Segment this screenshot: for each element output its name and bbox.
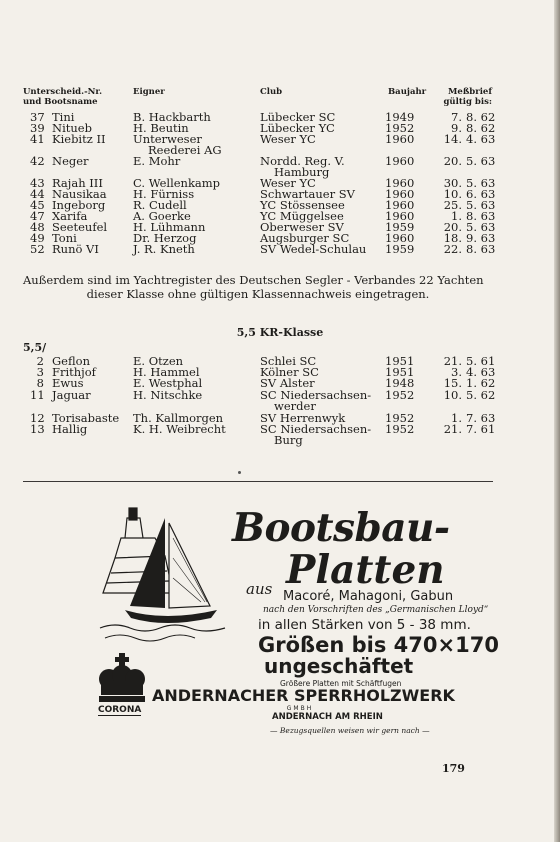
certificate-month-year: 6. 63 [466,187,496,201]
note-line-2: dieser Klasse ohne gültigen Klassennachweis eingetragen. [86,287,430,301]
owner-name: H. Lühmann [133,220,206,234]
club-name: SC Niedersachsen- [260,387,372,402]
build-year: 1952 [385,121,415,135]
club-name: Augsburger SC [260,231,350,245]
certificate-day: 30. [443,176,462,190]
ad-title-line-2: Platten [286,547,445,593]
boat-number: 2 [36,354,44,368]
certificate-day: 21. [443,354,462,368]
owner-name: E. Mohr [133,154,181,168]
boat-number: 12 [30,410,45,425]
ad-title-line-1: Bootsbau- [232,505,450,551]
corona-crown-logo [95,653,149,703]
certificate-month-year: 5. 61 [466,354,496,368]
header-club: Club [260,87,283,97]
table-row [0,243,560,255]
boat-name: Neger [52,154,89,168]
owner-name: Unterweser [133,132,202,146]
club-name-line-2: Hamburg [274,165,330,179]
build-year: 1951 [385,365,415,380]
ad-regulations: nach den Vorschriften des „Germanischen Lloyd“ [263,605,489,615]
boat-number: 44 [30,187,45,201]
certificate-day: 3. [451,365,462,380]
boat-name: Frithjof [52,365,96,380]
build-year: 1952 [385,387,415,402]
club-name: Schwartauer SV [260,187,355,201]
owner-name: R. Cudell [133,198,187,212]
owner-name: C. Wellenkamp [133,176,221,190]
certificate-month-year: 9. 63 [466,231,496,245]
boat-name: Nausikaa [52,187,107,201]
boat-name: Ewus [52,376,84,391]
boat-name: Kiebitz II [52,132,106,146]
certificate-month-year: 8. 63 [466,242,496,256]
note-line-1: Außerdem sind im Yachtregister des Deutschen Segler - Verbandes 22 Yachten [23,273,484,287]
certificate-month-year: 8. 62 [466,121,496,135]
owner-name: H. Fürniss [133,187,195,201]
owner-name: K. H. Weibrecht [133,422,226,436]
club-name: YC Stössensee [260,198,345,212]
owner-name: H. Hammel [133,365,200,380]
certificate-month-year: 4. 63 [466,365,496,380]
club-name-line-2: Burg [274,433,303,447]
build-year: 1949 [385,110,415,124]
certificate-month-year: 8. 63 [466,209,496,223]
boat-name: Torisabaste [52,410,120,425]
build-year: 1960 [385,132,415,146]
certificate-month-year: 5. 63 [466,220,496,234]
certificate-day: 15. [443,376,462,391]
boat-name: Geflon [52,354,90,368]
separator-dot [238,471,241,474]
certificate-day: 7. [451,110,462,124]
section-prefix: 5,5/ [23,341,47,354]
owner-name: H. Beutin [133,121,189,135]
certificate-month-year: 7. 63 [466,410,496,425]
build-year: 1948 [385,376,415,391]
club-name: Schlei SC [260,354,317,368]
boat-name: Jaguar [52,387,91,402]
boat-name: Tini [52,110,75,124]
boat-number: 48 [30,220,45,234]
certificate-day: 1. [451,410,462,425]
certificate-month-year: 8. 62 [466,110,496,124]
boat-number: 8 [36,376,44,391]
certificate-day: 10. [443,387,462,402]
certificate-day: 20. [443,220,462,234]
certificate-day: 20. [443,154,462,168]
ad-city: ANDERNACH AM RHEIN [272,712,383,722]
club-name: SV Alster [260,376,315,391]
owner-name: E. Otzen [133,354,184,368]
certificate-day: 10. [443,187,462,201]
boat-number: 43 [30,176,45,190]
ad-gmbh: GMBH [286,705,314,712]
club-name: Kölner SC [260,365,319,380]
build-year: 1959 [385,220,415,234]
ad-supply-note: — Bezugsquellen weisen wir gern nach — [270,726,430,735]
ad-larger-panels: Größere Platten mit Schäftfugen [280,679,402,688]
build-year: 1960 [385,176,415,190]
certificate-day: 25. [443,198,462,212]
boat-name: Ingeborg [52,198,106,212]
club-name: Weser YC [260,176,316,190]
table-row [0,154,560,179]
club-name: Oberweser SV [260,220,344,234]
certificate-day: 9. [451,121,462,135]
boat-number: 41 [30,132,45,146]
owner-name: H. Nitschke [133,387,203,402]
ad-thickness: in allen Stärken von 5 - 38 mm. [258,617,471,633]
build-year: 1951 [385,354,415,368]
certificate-month-year: 4. 63 [466,132,496,146]
certificate-month-year: 5. 63 [466,198,496,212]
certificate-day: 14. [443,132,462,146]
boat-number: 45 [30,198,45,212]
boat-number: 49 [30,231,45,245]
boat-number: 13 [30,422,45,436]
ad-max-size: Größen bis 470×170 [258,633,499,657]
owner-name: Dr. Herzog [133,231,197,245]
club-name: SV Herrenwyk [260,410,346,425]
boat-name: Rajah III [52,176,103,190]
owner-name: B. Hackbarth [133,110,211,124]
boat-number: 37 [30,110,45,124]
certificate-day: 21. [443,422,462,436]
certificate-day: 18. [443,231,462,245]
owner-name: J. R. Kneth [133,242,195,256]
boat-name: Runö VI [52,242,99,256]
ship-and-sailboat-illustration [95,498,235,648]
ad-company: ANDERNACHER SPERRHOLZWERK [152,686,455,705]
certificate-month-year: 5. 63 [466,154,496,168]
certificate-day: 22. [443,242,462,256]
build-year: 1960 [385,198,415,212]
ad-wood-types: Macoré, Mahagoni, Gabun [283,589,454,604]
build-year: 1952 [385,410,415,425]
table-row [0,132,560,157]
boat-name: Toni [52,231,77,245]
header-certificate: Meßbrief gültig bis: [443,87,492,107]
section-title: 5,5 KR-Klasse [236,326,324,339]
boat-name: Xarifa [52,209,88,223]
header-owner: Eigner [133,87,165,97]
club-name: YC Müggelsee [260,209,344,223]
owner-name: Th. Kallmorgen [133,410,224,425]
build-year: 1959 [385,242,415,256]
certificate-day: 1. [451,209,462,223]
build-year: 1960 [385,231,415,245]
owner-name: A. Goerke [133,209,191,223]
club-name: Lübecker YC [260,121,335,135]
build-year: 1952 [385,422,415,436]
club-name: Nordd. Reg. V. [260,154,345,168]
boat-number: 3 [36,365,44,380]
certificate-month-year: 5. 62 [466,387,496,402]
club-name: Lübecker SC [260,110,336,124]
build-year: 1960 [385,209,415,223]
certificate-month-year: 5. 63 [466,176,496,190]
build-year: 1960 [385,187,415,201]
corona-logo-text: CORONA [98,705,142,715]
certificate-month-year: 7. 61 [466,422,496,436]
club-name: SV Wedel-Schulau [260,242,367,256]
owner-name-line-2: Reederei AG [148,143,222,157]
boat-name: Nitueb [52,121,92,135]
boat-number: 47 [30,209,45,223]
boat-name: Hallig [52,422,88,436]
certificate-month-year: 1. 62 [466,376,496,391]
table-row [0,387,560,413]
header-year: Baujahr [388,87,427,97]
owner-name: E. Westphal [133,376,203,391]
build-year: 1960 [385,154,415,168]
divider-line [23,481,493,482]
boat-number: 52 [30,242,45,256]
boat-number: 11 [30,387,45,402]
header-number: Unterscheid.-Nr. und Bootsname [23,87,103,107]
boat-number: 39 [30,121,45,135]
table-row [0,422,560,447]
ad-unscarfed: ungeschäftet [264,654,414,678]
boat-number: 42 [30,154,45,168]
club-name: SC Niedersachsen- [260,422,372,436]
club-name-line-2: werder [274,398,316,413]
boat-name: Seeteufel [52,220,108,234]
ad-aus: aus [246,580,273,598]
club-name: Weser YC [260,132,316,146]
page-number: 179 [442,762,465,775]
